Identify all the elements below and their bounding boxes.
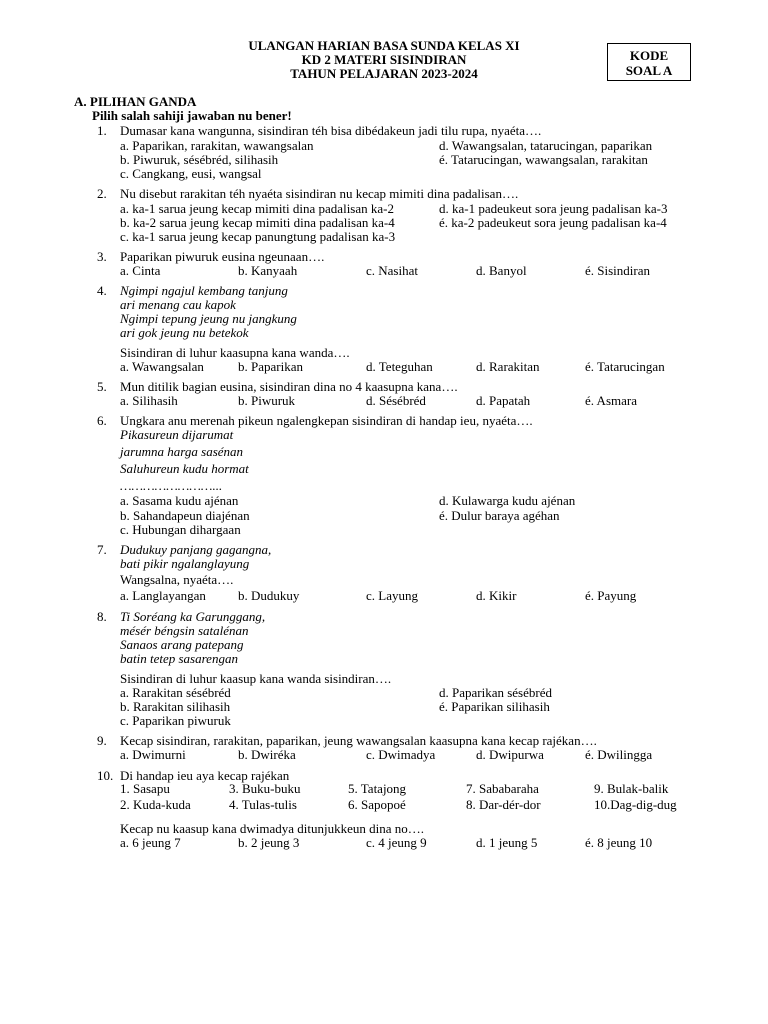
q6-poem-line: jarumna harga sasénan: [120, 444, 244, 459]
q1-text: Dumasar kana wangunna, sisindiran téh bisa dibédakeun jadi tilu rupa, nyaéta….: [120, 123, 542, 138]
q4-option-d: d. Rarakitan: [476, 359, 540, 374]
q3-text: Paparikan piwuruk eusina ngeunaan….: [120, 249, 325, 264]
q5-text: Mun ditilik bagian eusina, sisindiran dina no 4 kaasupna kana….: [120, 379, 458, 394]
q4-poem-line: Ngimpi tepung jeung nu jangkung: [120, 311, 297, 326]
q2-option-c: c. ka-1 sarua jeung kecap panungtung padalisan ka-3: [120, 229, 396, 244]
q8-option-b: b. Rarakitan silihasih: [120, 699, 231, 714]
q10-number: 10.: [97, 768, 114, 783]
q3-option-e: é. Sisindiran: [585, 263, 650, 278]
q2-number: 2.: [97, 186, 107, 201]
q9-option-e: é. Dwilingga: [585, 747, 653, 762]
q6-poem-line: Saluhureun kudu hormat: [120, 461, 249, 476]
q10-word: 7. Sababaraha: [466, 781, 539, 796]
q2-option-b: b. ka-2 sarua jeung kecap mimiti dina padalisan ka-4: [120, 215, 395, 230]
q1-option-d: d. Wawangsalan, tatarucingan, paparikan: [439, 138, 653, 153]
q10-option-c: c. 4 jeung 9: [366, 835, 427, 850]
q2-option-d: d. ka-1 padeukeut sora jeung padalisan ka-3: [439, 201, 668, 216]
q5-option-b: b. Piwuruk: [238, 393, 296, 408]
q4-poem-line: Ngimpi ngajul kembang tanjung: [120, 283, 288, 298]
q8-text: Sisindiran di luhur kaasup kana wanda sisindiran….: [120, 671, 392, 686]
q1-option-a: a. Paparikan, rarakitan, wawangsalan: [120, 138, 314, 153]
q10-option-a: a. 6 jeung 7: [120, 835, 181, 850]
q8-poem-line: Ti Soréang ka Garunggang,: [120, 609, 266, 624]
q7-option-a: a. Langlayangan: [120, 588, 206, 603]
q10-option-d: d. 1 jeung 5: [476, 835, 538, 850]
kode-soal-box: [607, 43, 691, 81]
q9-option-d: d. Dwipurwa: [476, 747, 544, 762]
q7-option-e: é. Payung: [585, 588, 637, 603]
q10-option-b: b. 2 jeung 3: [238, 835, 300, 850]
q10-word: 4. Tulas-tulis: [229, 797, 297, 812]
q10-word: 2. Kuda-kuda: [120, 797, 191, 812]
q10-option-e: é. 8 jeung 10: [585, 835, 653, 850]
q8-option-d: d. Paparikan sésébréd: [439, 685, 552, 700]
q4-option-e: é. Tatarucingan: [585, 359, 665, 374]
q10-word: 9. Bulak-balik: [594, 781, 669, 796]
q10-word: 6. Sapopoé: [348, 797, 406, 812]
q3-option-b: b. Kanyaah: [238, 263, 298, 278]
q5-number: 5.: [97, 379, 107, 394]
q10-question: Kecap nu kaasup kana dwimadya ditunjukkeun dina no….: [120, 821, 424, 836]
q3-option-d: d. Banyol: [476, 263, 527, 278]
q7-poem-line: Dudukuy panjang gagangna,: [120, 542, 272, 557]
q4-option-c: d. Teteguhan: [366, 359, 433, 374]
q9-option-b: b. Dwiréka: [238, 747, 296, 762]
q7-option-b: b. Dudukuy: [238, 588, 300, 603]
q8-number: 8.: [97, 609, 107, 624]
q1-option-e: é. Tatarucingan, wawangsalan, rarakitan: [439, 152, 648, 167]
q10-word: 8. Dar-dér-dor: [466, 797, 541, 812]
q6-poem-line: Pikasureun dijarumat: [120, 427, 234, 442]
q9-text: Kecap sisindiran, rarakitan, paparikan, jeung wawangsalan kaasupna kana kecap rajékan….: [120, 733, 597, 748]
q3-option-a: a. Cinta: [120, 263, 161, 278]
q1-option-c: c. Cangkang, eusi, wangsal: [120, 166, 262, 181]
q6-blank-line: ……………………...: [120, 478, 223, 493]
q7-poem-line: bati pikir ngalanglayung: [120, 556, 250, 571]
q7-option-d: d. Kikir: [476, 588, 517, 603]
q8-option-e: é. Paparikan silihasih: [439, 699, 550, 714]
q2-text: Nu disebut rarakitan téh nyaéta sisindiran nu kecap mimiti dina padalisan….: [120, 186, 519, 201]
q2-option-e: é. ka-2 padeukeut sora jeung padalisan ka-4: [439, 215, 667, 230]
q6-option-d: d. Kulawarga kudu ajénan: [439, 493, 576, 508]
q8-option-c: c. Paparikan piwuruk: [120, 713, 231, 728]
q5-option-e: é. Asmara: [585, 393, 637, 408]
q5-option-c: d. Sésébréd: [366, 393, 426, 408]
q4-poem-line: ari menang cau kapok: [120, 297, 236, 312]
q10-text: Di handap ieu aya kecap rajékan: [120, 768, 290, 783]
q1-number: 1.: [97, 123, 107, 138]
q1-option-b: b. Piwuruk, sésébréd, silihasih: [120, 152, 279, 167]
q4-option-b: b. Paparikan: [238, 359, 303, 374]
section-instruction: Pilih salah sahiji jawaban nu bener!: [92, 108, 292, 123]
q6-text: Ungkara anu merenah pikeun ngalengkepan sisindiran di handap ieu, nyaéta….: [120, 413, 533, 428]
exam-subtitle: KD 2 MATERI SISINDIRAN: [301, 52, 467, 67]
q5-option-d: d. Papatah: [476, 393, 531, 408]
q3-number: 3.: [97, 249, 107, 264]
q6-number: 6.: [97, 413, 107, 428]
q7-text: Wangsalna, nyaéta….: [120, 572, 234, 587]
kode-value: SOAL A: [625, 63, 673, 78]
q2-option-a: a. ka-1 sarua jeung kecap mimiti dina padalisan ka-2: [120, 201, 394, 216]
q10-word: 5. Tatajong: [348, 781, 407, 796]
q8-poem-line: mésér béngsin satalénan: [120, 623, 249, 638]
q7-option-c: c. Layung: [366, 588, 418, 603]
q8-poem-line: batin tetep sasarengan: [120, 651, 238, 666]
q3-option-c: c. Nasihat: [366, 263, 418, 278]
q4-option-a: a. Wawangsalan: [120, 359, 204, 374]
q9-option-c: c. Dwimadya: [366, 747, 436, 762]
exam-title: ULANGAN HARIAN BASA SUNDA KELAS XI: [248, 38, 520, 53]
q10-word: 10.Dag-dig-dug: [594, 797, 677, 812]
q4-text: Sisindiran di luhur kaasupna kana wanda….: [120, 345, 350, 360]
q5-option-a: a. Silihasih: [120, 393, 178, 408]
q9-option-a: a. Dwimurni: [120, 747, 186, 762]
q10-word: 3. Buku-buku: [229, 781, 301, 796]
q8-option-a: a. Rarakitan sésébréd: [120, 685, 231, 700]
q7-number: 7.: [97, 542, 107, 557]
q8-poem-line: Sanaos arang patepang: [120, 637, 244, 652]
section-title: A. PILIHAN GANDA: [74, 94, 197, 109]
q4-poem-line: ari gok jeung nu betekok: [120, 325, 249, 340]
q6-option-a: a. Sasama kudu ajénan: [120, 493, 239, 508]
q6-option-e: é. Dulur baraya agéhan: [439, 508, 560, 523]
q10-word: 1. Sasapu: [120, 781, 170, 796]
kode-label: KODE: [629, 48, 669, 63]
q6-option-c: c. Hubungan dihargaan: [120, 522, 241, 537]
q4-number: 4.: [97, 283, 107, 298]
q9-number: 9.: [97, 733, 107, 748]
exam-year: TAHUN PELAJARAN 2023-2024: [290, 66, 478, 81]
q6-option-b: b. Sahandapeun diajénan: [120, 508, 250, 523]
